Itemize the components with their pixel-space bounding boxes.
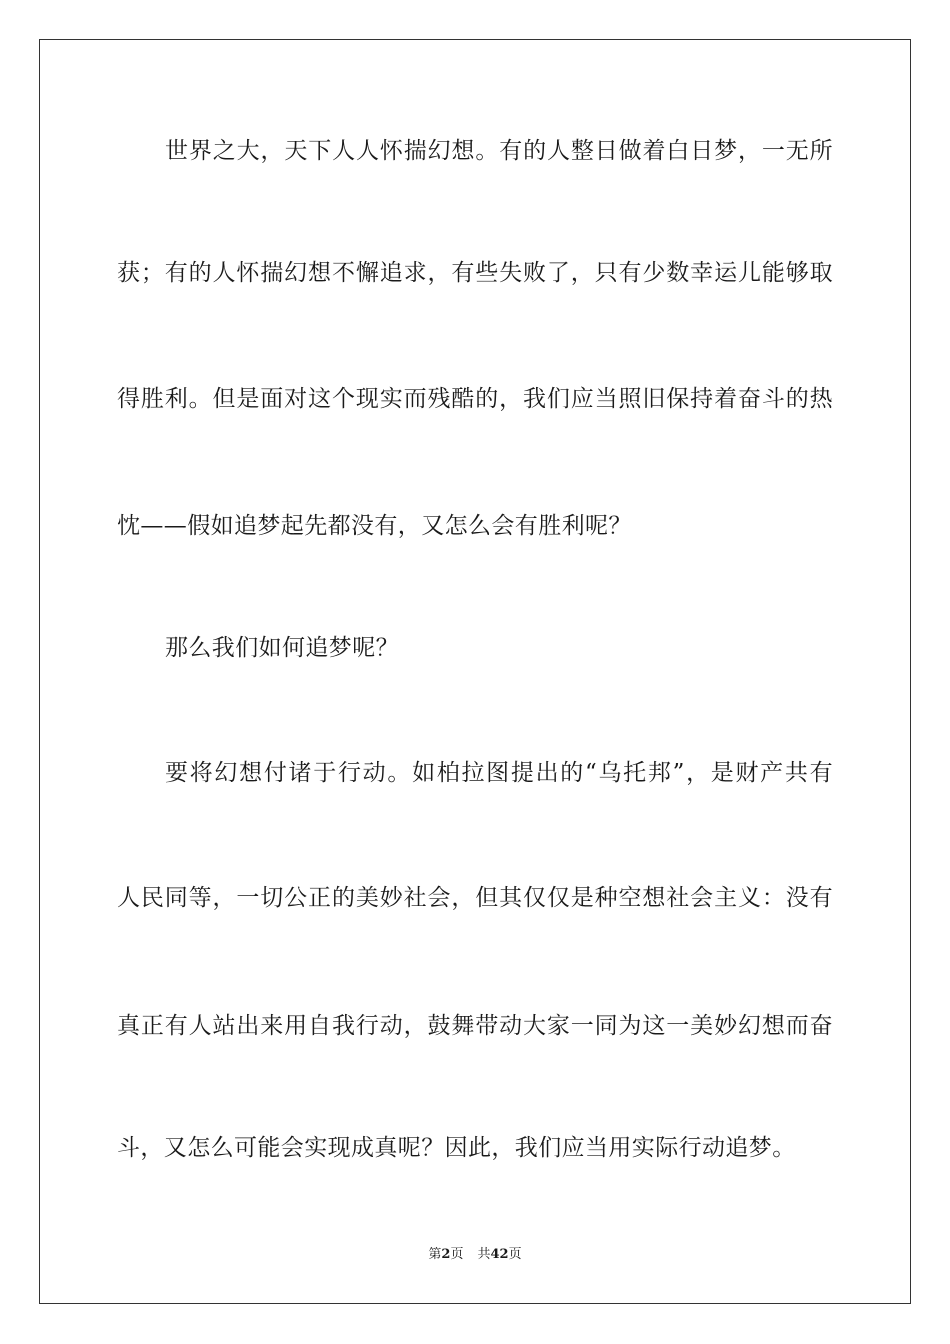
paragraph-line: 要将幻想付诸于行动。如柏拉图提出的“乌托邦”，是财产共有 bbox=[165, 760, 833, 786]
footer-page-number: 2 bbox=[441, 1247, 451, 1262]
page-border bbox=[39, 39, 911, 1304]
paragraph-line: 世界之大，天下人人怀揣幻想。有的人整日做着白日梦，一无所 bbox=[165, 138, 833, 164]
footer-total-prefix: 共 bbox=[477, 1247, 491, 1262]
paragraph-line: 真正有人站出来用自我行动，鼓舞带动大家一同为这一美妙幻想而奋 bbox=[117, 1013, 833, 1039]
paragraph-line: 那么我们如何追梦呢？ bbox=[165, 635, 399, 661]
paragraph-line: 忱——假如追梦起先都没有，又怎么会有胜利呢？ bbox=[117, 513, 632, 539]
page-footer bbox=[0, 1246, 950, 1264]
footer-total-suffix: 页 bbox=[508, 1247, 522, 1262]
footer-page-suffix: 页 bbox=[450, 1247, 464, 1262]
paragraph-line: 斗，又怎么可能会实现成真呢？因此，我们应当用实际行动追梦。 bbox=[117, 1135, 796, 1161]
paragraph-line: 获；有的人怀揣幻想不懈追求，有些失败了，只有少数幸运儿能够取 bbox=[117, 260, 833, 286]
footer-total-pages: 42 bbox=[490, 1247, 509, 1262]
footer-page-prefix: 第 bbox=[428, 1247, 442, 1262]
paragraph-line: 得胜利。但是面对这个现实而残酷的，我们应当照旧保持着奋斗的热 bbox=[117, 386, 833, 412]
paragraph-line: 人民同等，一切公正的美妙社会，但其仅仅是种空想社会主义：没有 bbox=[117, 885, 833, 911]
